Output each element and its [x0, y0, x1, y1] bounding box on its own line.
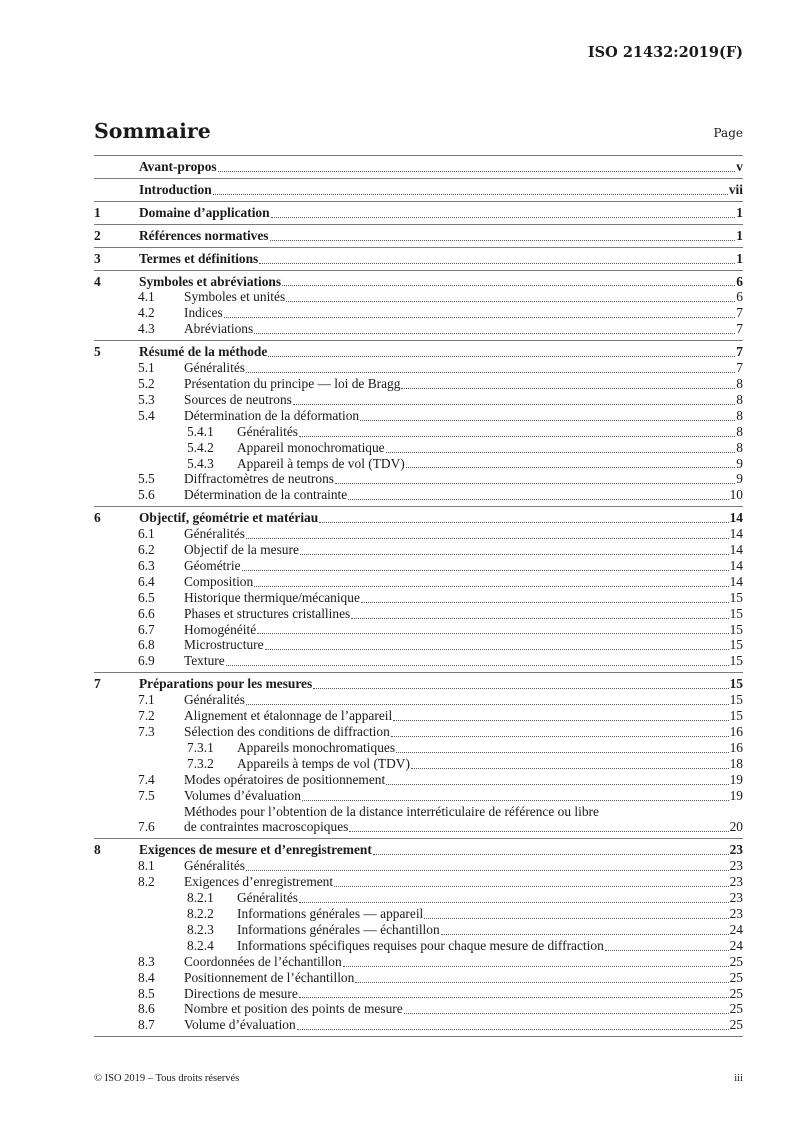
- toc-entry-label: Généralités: [184, 526, 245, 542]
- toc-dot-leader: [605, 950, 729, 951]
- toc-entry-number: 8.6: [138, 1001, 155, 1017]
- toc-entry-number: 8.1: [138, 858, 155, 874]
- toc-section: [94, 225, 743, 248]
- toc-entry-page: 6: [736, 273, 743, 289]
- toc-dot-leader: [441, 934, 729, 935]
- toc-entry[interactable]: [94, 392, 743, 408]
- toc-entry[interactable]: [94, 289, 743, 305]
- toc-entry-page: 7: [736, 305, 743, 321]
- toc-entry-label: Généralités: [184, 858, 245, 874]
- toc-entry-page: 24: [729, 921, 743, 937]
- toc-entry-page: 1: [736, 204, 743, 220]
- toc-dot-leader: [355, 982, 728, 983]
- toc-dot-leader: [360, 420, 735, 421]
- toc-entry-label: Exigences d’enregistrement: [184, 874, 334, 890]
- toc-entry-label: Informations générales — échantillon: [237, 921, 440, 937]
- toc-entry-label: Présentation du principe — loi de Bragg: [184, 375, 401, 391]
- toc-entry-number: 5: [94, 344, 101, 360]
- toc-entry-label: Microstructure: [184, 637, 264, 653]
- toc-entry-number: 4.2: [138, 305, 155, 321]
- toc-entry-page: 8: [736, 391, 743, 407]
- toc-entry-page: 1: [736, 250, 743, 266]
- toc-entry-label: Introduction: [139, 181, 212, 197]
- toc-entry[interactable]: [94, 740, 743, 756]
- toc-entry[interactable]: [94, 637, 743, 653]
- toc-entry-number: 8.4: [138, 969, 155, 985]
- toc-section: [94, 271, 743, 342]
- toc-entry-label: Résumé de la méthode: [139, 344, 268, 360]
- toc-entry-label: Géométrie: [184, 557, 241, 573]
- toc-entry-label-line2: de contraintes macroscopiques: [184, 819, 349, 835]
- toc-entry[interactable]: [94, 440, 743, 456]
- toc-entry-number: 7.3.2: [187, 755, 214, 771]
- toc-entry[interactable]: [94, 487, 743, 503]
- toc-entry-page: 23: [729, 858, 743, 874]
- toc-entry-number: 6.1: [138, 526, 155, 542]
- toc-entry[interactable]: [94, 274, 743, 290]
- toc-entry-page: 14: [729, 557, 743, 573]
- toc-entry-number: 5.3: [138, 391, 155, 407]
- toc-entry-number: 8.2: [138, 874, 155, 890]
- toc-entry-number: 5.4: [138, 407, 155, 423]
- toc-entry-label: Volume d’évaluation: [184, 1017, 296, 1033]
- toc-entry-page: 23: [729, 890, 743, 906]
- toc-entry-label-block: [184, 804, 743, 836]
- toc-section: [94, 248, 743, 271]
- toc-entry-number: 8.2.3: [187, 921, 214, 937]
- toc-entry-number: 6.6: [138, 605, 155, 621]
- toc-entry-number: 7.5: [138, 787, 155, 803]
- toc-entry-page: 15: [729, 676, 743, 692]
- toc-entry[interactable]: [94, 471, 743, 487]
- toc-dot-leader: [361, 602, 729, 603]
- toc-entry[interactable]: [94, 574, 743, 590]
- toc-dot-leader: [404, 1013, 729, 1014]
- toc-entry-number: 8.2.2: [187, 905, 214, 921]
- toc-entry-page: 25: [729, 985, 743, 1001]
- toc-entry[interactable]: [94, 526, 743, 542]
- toc-entry-number: 8: [94, 842, 101, 858]
- toc-entry-page: 15: [729, 605, 743, 621]
- toc-dot-leader: [373, 854, 729, 855]
- toc-entry[interactable]: [94, 182, 743, 198]
- toc-entry[interactable]: [94, 890, 743, 906]
- document-reference: ISO 21432:2019(F): [587, 44, 743, 61]
- toc-entry-page: 19: [729, 787, 743, 803]
- toc-dot-leader: [334, 886, 729, 887]
- toc-dot-leader: [246, 704, 729, 705]
- toc-dot-leader: [396, 752, 729, 753]
- toc-entry-page: 14: [729, 542, 743, 558]
- toc-entry[interactable]: [94, 228, 743, 244]
- toc-entry-page: 9: [736, 471, 743, 487]
- toc-entry[interactable]: [94, 922, 743, 938]
- toc-entry-page: 8: [736, 439, 743, 455]
- toc-entry-number: 7.4: [138, 771, 155, 787]
- toc-dot-leader: [293, 404, 735, 405]
- toc-dot-leader: [270, 240, 736, 241]
- toc-dot-leader: [386, 452, 736, 453]
- toc-entry-page: 19: [729, 771, 743, 787]
- toc-entry[interactable]: [94, 954, 743, 970]
- toc-entry-label: Positionnement de l’échantillon: [184, 969, 355, 985]
- toc-dot-leader: [299, 436, 735, 437]
- toc-entry-label: Modes opératoires de positionnement: [184, 771, 386, 787]
- toc-entry-page: 20: [729, 819, 743, 835]
- toc-entry-page: vii: [728, 181, 743, 197]
- toc-dot-leader: [297, 1029, 729, 1030]
- toc-entry-label: Références normatives: [139, 227, 269, 243]
- toc-entry-label: Détermination de la déformation: [184, 407, 360, 423]
- toc-entry-label: Exigences de mesure et d’enregistrement: [139, 842, 372, 858]
- toc-section: [94, 839, 743, 1037]
- toc-entry[interactable]: [94, 305, 743, 321]
- toc-entry[interactable]: [94, 321, 743, 337]
- toc-entry-page: v: [736, 159, 743, 174]
- toc-entry-label: Historique thermique/mécanique: [184, 589, 360, 605]
- toc-entry[interactable]: [94, 456, 743, 472]
- title-row: [94, 113, 743, 143]
- toc-entry-number: 6.3: [138, 557, 155, 573]
- toc-entry-label: Homogénéité: [184, 621, 257, 637]
- toc-entry[interactable]: [94, 874, 743, 890]
- toc-entry-label: Directions de mesure: [184, 985, 298, 1001]
- toc-dot-leader: [411, 768, 729, 769]
- toc-entry-label: Généralités: [184, 692, 245, 708]
- toc-entry-page: 1: [736, 227, 743, 243]
- toc-entry-number: 6.5: [138, 589, 155, 605]
- toc-entry-label: Informations spécifiques requises pour chaque mesure de diffraction: [237, 937, 604, 953]
- toc-entry-label: Coordonnées de l’échantillon: [184, 953, 342, 969]
- toc-entry-label: Volumes d’évaluation: [184, 787, 301, 803]
- toc-entry[interactable]: [94, 858, 743, 874]
- toc-entry[interactable]: [94, 344, 743, 360]
- toc-entry-label: Diffractomètres de neutrons: [184, 471, 334, 487]
- toc-entry-page: 14: [729, 510, 743, 526]
- toc-entry-page: 15: [729, 637, 743, 653]
- toc-entry-page: 16: [729, 724, 743, 739]
- toc-dot-leader: [401, 388, 735, 389]
- toc-entry-page: 8: [736, 423, 743, 439]
- toc-dot-leader: [300, 554, 729, 555]
- toc-entry-number: 4: [94, 273, 101, 289]
- toc-dot-leader: [393, 720, 728, 721]
- toc-dot-leader: [343, 966, 729, 967]
- toc-entry-page: 25: [729, 1001, 743, 1017]
- toc-entry-label: Préparations pour les mesures: [139, 676, 313, 692]
- toc-entry-page: 15: [729, 692, 743, 708]
- toc-entry-number: 5.6: [138, 487, 155, 503]
- toc-entry-page: 24: [729, 937, 743, 953]
- toc-entry-label: Appareil à temps de vol (TDV): [237, 455, 405, 471]
- toc-dot-leader: [406, 467, 736, 468]
- toc-entry-label: Appareils à temps de vol (TDV): [237, 755, 410, 771]
- toc-dot-leader: [282, 285, 735, 286]
- toc-entry[interactable]: [94, 542, 743, 558]
- toc-entry-number: 6: [94, 510, 101, 526]
- toc-entry-number: 5.4.3: [187, 455, 214, 471]
- toc-entry-page: 23: [729, 842, 743, 858]
- toc-entry-page: 15: [729, 621, 743, 637]
- toc-entry[interactable]: [94, 986, 743, 1002]
- toc-dot-leader: [213, 194, 728, 195]
- toc-dot-leader: [268, 356, 735, 357]
- footer-copyright: © ISO 2019 – Tous droits réservés: [94, 1073, 240, 1084]
- toc-entry-number: 6.2: [138, 542, 155, 558]
- toc-dot-leader: [349, 831, 728, 832]
- toc-entry-number: 7.2: [138, 708, 155, 724]
- toc-section: [94, 155, 743, 179]
- toc-entry-page: 14: [729, 526, 743, 542]
- toc-entry-label: Termes et définitions: [139, 250, 259, 266]
- toc-entry-number: 1: [94, 204, 101, 220]
- toc-dot-leader: [302, 800, 729, 801]
- toc-entry-page: 6: [736, 289, 743, 305]
- footer-page-number: iii: [734, 1073, 743, 1084]
- toc-section: [94, 341, 743, 507]
- toc-entry[interactable]: [94, 251, 743, 267]
- toc-entry[interactable]: [94, 804, 743, 836]
- toc-entry[interactable]: [94, 772, 743, 788]
- toc-entry-number: 6.9: [138, 653, 155, 669]
- toc-dot-leader: [254, 333, 735, 334]
- toc-dot-leader: [286, 301, 735, 302]
- toc-entry[interactable]: [94, 842, 743, 858]
- toc-section: [94, 507, 743, 673]
- toc-dot-leader: [257, 633, 728, 634]
- page-title: Sommaire: [94, 119, 211, 143]
- toc-entry-label: Phases et structures cristallines: [184, 605, 351, 621]
- toc-entry-label: Détermination de la contrainte: [184, 487, 348, 503]
- toc-entry-number: 7.1: [138, 692, 155, 708]
- toc-entry-number: 4.3: [138, 321, 155, 337]
- toc-entry[interactable]: [94, 408, 743, 424]
- toc-entry-number: 7: [94, 676, 101, 692]
- toc-entry-number: 8.7: [138, 1017, 155, 1033]
- toc-entry-page: 7: [736, 360, 743, 376]
- toc-entry[interactable]: [94, 788, 743, 804]
- table-of-contents: [94, 155, 743, 1037]
- toc-entry-page: 7: [736, 344, 743, 360]
- toc-entry-label: Symboles et unités: [184, 289, 286, 305]
- toc-dot-leader: [246, 538, 729, 539]
- toc-entry[interactable]: [94, 159, 743, 175]
- toc-entry[interactable]: [94, 510, 743, 526]
- toc-entry-label: Symboles et abréviations: [139, 273, 282, 289]
- toc-entry-page: 8: [736, 407, 743, 423]
- toc-entry-label: Abréviations: [184, 321, 254, 337]
- toc-entry[interactable]: [94, 708, 743, 724]
- toc-dot-leader: [386, 784, 728, 785]
- toc-entry-label: Objectif de la mesure: [184, 542, 299, 558]
- toc-entry-label: Généralités: [184, 360, 245, 376]
- toc-entry[interactable]: [94, 360, 743, 376]
- toc-entry[interactable]: [94, 970, 743, 986]
- toc-entry-label: Généralités: [237, 423, 298, 439]
- toc-entry-number: 5.1: [138, 360, 155, 376]
- toc-entry-label: Généralités: [237, 890, 298, 906]
- toc-entry[interactable]: [94, 724, 743, 740]
- toc-entry-label-continuation: [184, 819, 743, 835]
- toc-entry-number: 8.3: [138, 953, 155, 969]
- toc-dot-leader: [335, 483, 735, 484]
- toc-entry-page: 25: [729, 953, 743, 969]
- toc-entry[interactable]: [94, 424, 743, 440]
- toc-entry[interactable]: [94, 906, 743, 922]
- toc-entry[interactable]: [94, 676, 743, 692]
- toc-entry[interactable]: [94, 1001, 743, 1017]
- toc-entry-page: 18: [729, 755, 743, 771]
- toc-entry-number: 8.2.4: [187, 937, 214, 953]
- toc-entry-page: 8: [736, 375, 743, 391]
- toc-entry[interactable]: [94, 558, 743, 574]
- toc-dot-leader: [319, 522, 728, 523]
- toc-entry-label: Sélection des conditions de diffraction: [184, 724, 390, 739]
- toc-dot-leader: [246, 372, 735, 373]
- toc-entry-label: Appareils monochromatiques: [237, 739, 396, 755]
- toc-entry-page: 25: [729, 1017, 743, 1033]
- toc-entry-number: 7.3: [138, 724, 155, 739]
- toc-entry-page: 14: [729, 573, 743, 589]
- toc-entry-page: 15: [729, 653, 743, 669]
- toc-entry-number: 4.1: [138, 289, 155, 305]
- toc-entry-label: Méthodes pour l’obtention de la distance interréticulaire de référence ou libre: [184, 803, 599, 819]
- toc-entry-page: 23: [729, 905, 743, 921]
- toc-entry-number: 2: [94, 227, 101, 243]
- toc-entry-page: 25: [729, 969, 743, 985]
- toc-section: [94, 673, 743, 839]
- toc-entry-page: 7: [736, 321, 743, 337]
- toc-entry-label: Nombre et position des points de mesure: [184, 1001, 403, 1017]
- toc-entry-number: 7.6: [138, 819, 155, 835]
- toc-entry-label: Composition: [184, 573, 254, 589]
- page-column-label: Page: [713, 126, 743, 140]
- toc-entry-label: Informations générales — appareil: [237, 905, 424, 921]
- toc-entry-number: 7.3.1: [187, 739, 214, 755]
- toc-entry-number: 8.2.1: [187, 890, 214, 906]
- toc-entry-number: 6.7: [138, 621, 155, 637]
- toc-dot-leader: [226, 665, 729, 666]
- toc-entry-label: Appareil monochromatique: [237, 439, 385, 455]
- toc-entry-page: 23: [729, 874, 743, 890]
- toc-dot-leader: [259, 263, 735, 264]
- toc-entry-label: Sources de neutrons: [184, 391, 292, 407]
- toc-entry-label: Domaine d’application: [139, 204, 270, 220]
- toc-dot-leader: [313, 688, 728, 689]
- toc-section: [94, 179, 743, 202]
- toc-entry-number: 5.2: [138, 375, 155, 391]
- toc-dot-leader: [218, 171, 736, 172]
- toc-dot-leader: [265, 649, 729, 650]
- toc-entry-page: 15: [729, 708, 743, 724]
- toc-entry[interactable]: [94, 205, 743, 221]
- toc-entry-label: Objectif, géométrie et matériau: [139, 510, 319, 526]
- toc-entry-page: 15: [729, 589, 743, 605]
- toc-entry[interactable]: [94, 692, 743, 708]
- toc-dot-leader: [348, 499, 728, 500]
- toc-dot-leader: [424, 918, 728, 919]
- toc-entry-label: Avant-propos: [139, 159, 217, 174]
- toc-entry-page: 16: [729, 739, 743, 755]
- toc-entry[interactable]: [94, 590, 743, 606]
- toc-entry-number: 5.4.1: [187, 423, 214, 439]
- toc-dot-leader: [271, 217, 736, 218]
- toc-dot-leader: [351, 618, 728, 619]
- toc-dot-leader: [246, 870, 729, 871]
- toc-entry[interactable]: [94, 606, 743, 622]
- toc-entry-page: 9: [736, 455, 743, 471]
- toc-dot-leader: [299, 902, 729, 903]
- toc-entry-number: 6.4: [138, 573, 155, 589]
- toc-dot-leader: [391, 736, 729, 737]
- toc-entry-number: 8.5: [138, 985, 155, 1001]
- toc-entry-label: Indices: [184, 305, 223, 321]
- toc-dot-leader: [242, 570, 729, 571]
- toc-entry-number: 5.4.2: [187, 439, 214, 455]
- toc-dot-leader: [299, 997, 729, 998]
- toc-entry[interactable]: [94, 653, 743, 669]
- toc-entry-label: Alignement et étalonnage de l’appareil: [184, 708, 393, 724]
- toc-entry[interactable]: [94, 756, 743, 772]
- toc-section: [94, 202, 743, 225]
- toc-dot-leader: [254, 586, 728, 587]
- toc-dot-leader: [224, 317, 736, 318]
- toc-entry[interactable]: [94, 1017, 743, 1033]
- toc-entry[interactable]: [94, 938, 743, 954]
- toc-entry-number: 5.5: [138, 471, 155, 487]
- toc-entry-number: 3: [94, 250, 101, 266]
- toc-entry-label: Texture: [184, 653, 225, 669]
- toc-entry[interactable]: [94, 622, 743, 638]
- toc-entry-number: 6.8: [138, 637, 155, 653]
- toc-entry[interactable]: [94, 376, 743, 392]
- toc-entry-page: 10: [729, 487, 743, 503]
